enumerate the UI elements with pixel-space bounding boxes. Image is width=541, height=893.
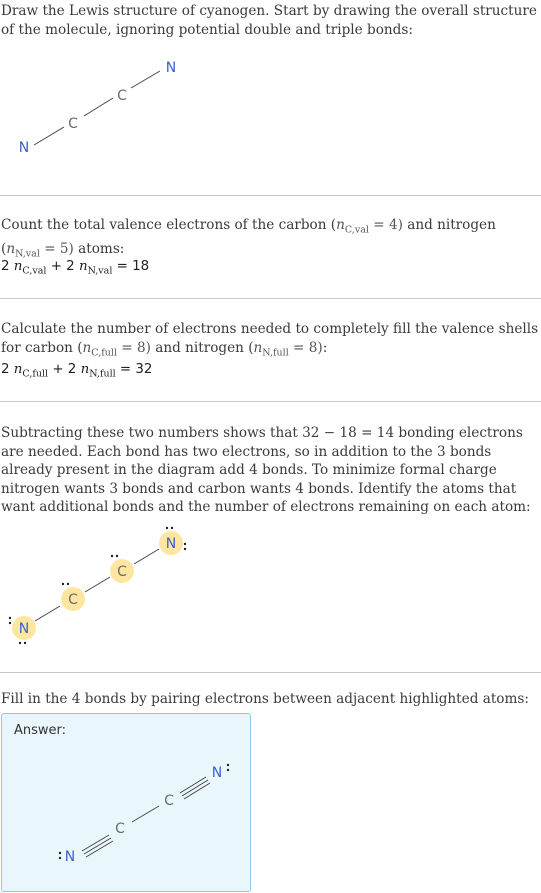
final-instruction-text: Fill in the 4 bonds by pairing electrons between adjacent highlighted atoms: (1, 691, 529, 707)
single-bond-center (132, 806, 159, 822)
subtract-text: Subtracting these two numbers shows that 32 − 18 = 14 bonding electrons are needed. Each bond has two electrons, so in addition to the 3 bonds already present in the diagram add 4 bonds. To minimize formal charge nitrogen wants 3 bonds and carbon wants 4 bonds. Identify the atoms that want additional bonds and the number of electrons remaining on each atom: (1, 425, 531, 515)
atom-c-left: C (68, 116, 78, 132)
atom-n-right: N (211, 765, 223, 781)
bond-n-c (34, 127, 64, 145)
section-divider (0, 195, 541, 196)
valence-equation: 2 $n_{C,val} + 2$ $n_{N,val} = 18$ (1, 259, 150, 277)
triple-bond-right (180, 777, 210, 799)
atom-c-left: C (115, 821, 125, 837)
answer-box (1, 713, 251, 892)
atom-n-right: N (165, 536, 177, 552)
bond-c-c (84, 98, 113, 116)
section-divider (0, 672, 541, 673)
atom-c-right: C (117, 564, 127, 580)
final-lewis-structure (2, 714, 250, 891)
atom-c-left: C (68, 592, 78, 608)
atom-n-left: N (18, 621, 30, 637)
answer-label: Answer: (14, 723, 67, 738)
atom-n-right: N (165, 60, 177, 76)
section-divider (0, 401, 541, 402)
section-divider (0, 298, 541, 299)
triple-bond-left (82, 835, 113, 857)
skeleton-structure-diagram (0, 50, 541, 170)
atom-n-left: N (18, 140, 30, 156)
highlighted-atoms-diagram (0, 520, 541, 650)
fill-equation: 2 $n_{C,full} + 2$ $n_{N,full} = 32$ (1, 362, 153, 380)
fill-text: Calculate the number of electrons needed to completely fill the valence shells for carbon $(n_{C,full} = 8)$ and nitrogen $(n_{N,full} = 8)$: (1, 321, 539, 359)
valence-text: Count the total valence electrons of the carbon $(n_{C,val} = 4)$ and nitrogen $(n_{N,val} = 5)$ atoms: (1, 217, 496, 260)
atom-n-left: N (64, 849, 76, 865)
atom-c-right: C (164, 793, 174, 809)
atom-c-right: C (117, 88, 127, 104)
bond-c-n (131, 71, 160, 88)
intro-text: Draw the Lewis structure of cyanogen. Start by drawing the overall structure of the molecule, ignoring potential double and triple bonds: (1, 3, 537, 38)
